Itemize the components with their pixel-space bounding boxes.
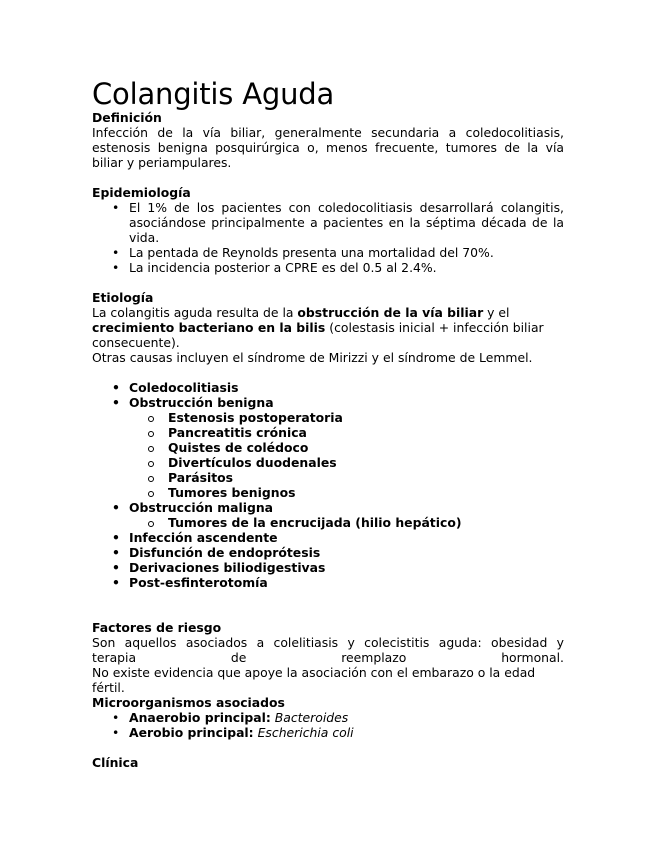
list-item: • Derivaciones biliodigestivas [92,560,564,575]
micro-value: Escherichia coli [257,725,354,740]
spacer [92,275,564,290]
etiologia-other: Otras causas incluyen el síndrome de Mirizzi y el síndrome de Lemmel. [92,350,533,365]
list-item: • Post-esfinterotomía [92,575,564,590]
microorganismos-heading: Microorganismos asociados [92,695,285,710]
etiologia-intro-text: La colangitis aguda resulta de la [92,305,298,320]
etiologia-intro-bold: crecimiento bacteriano en la bilis [92,320,326,335]
list-item: • Obstrucción benigna [92,395,564,410]
list-item [92,710,564,725]
spacer [92,170,564,185]
list-item: • El 1% de los pacientes con coledocolitiasis desarrollará colangitis, asociándose principalmente a pacientes en la séptima década de la vida. [92,200,564,245]
micro-label: Anaerobio principal: [129,710,271,725]
factores-heading: Factores de riesgo [92,620,222,635]
factores-text: No existe evidencia que apoye la asociación con el embarazo o la edad fértil. [92,665,536,695]
etiologia-intro [92,305,564,350]
sublist-item: Tumores de la encrucijada (hilio hepático) [92,515,564,530]
spacer [92,740,564,755]
list-item: • Obstrucción maligna [92,500,564,515]
document-page [92,78,564,770]
causes-list [92,380,564,590]
sublist-item: Tumores benignos [92,485,564,500]
factores-line: Son aquellos asociados a colelitiasis y colecistitis aguda: obesidad y [92,635,564,650]
definicion-heading: Definición [92,110,162,125]
benigna-sublist [92,410,564,500]
list-item: • Coledocolitiasis [92,380,564,395]
sublist-item: Pancreatitis crónica [92,425,564,440]
etiologia-intro-text: (colestasis inicial + infección biliar consecuente). [92,320,544,350]
etiologia-heading: Etiología [92,290,154,305]
factores-line: terapia de reemplazo hormonal. [92,650,564,665]
maligna-sublist [92,515,564,530]
micro-label: Aerobio principal: [129,725,254,740]
etiologia-intro-text: y el [483,305,510,320]
microorganismos-list [92,710,564,740]
etiologia-intro-bold: obstrucción de la vía biliar [297,305,484,320]
list-item [92,725,564,740]
page-title: Colangitis Aguda [92,77,335,111]
sublist-item: Divertículos duodenales [92,455,564,470]
list-item: • Infección ascendente [92,530,564,545]
sublist-item: Estenosis postoperatoria [92,410,564,425]
list-item: • Disfunción de endoprótesis [92,545,564,560]
list-item: • La pentada de Reynolds presenta una mortalidad del 70%. [92,245,564,260]
list-item: • La incidencia posterior a CPRE es del 0.5 al 2.4%. [92,260,564,275]
sublist-container [92,410,564,500]
clinica-heading: Clínica [92,755,139,770]
micro-value: Bacteroides [274,710,349,725]
sublist-container [92,515,564,530]
spacer [92,590,564,620]
epidemiologia-list [92,200,564,275]
sublist-item: Quistes de colédoco [92,440,564,455]
spacer [92,365,564,380]
definicion-text: Infección de la vía biliar, generalmente secundaria a coledocolitiasis, estenosis benigna posquirúrgica o, menos frecuente, tumores de la vía biliar y periampulares. [92,125,564,170]
epidemiologia-heading: Epidemiología [92,185,191,200]
sublist-item: Parásitos [92,470,564,485]
